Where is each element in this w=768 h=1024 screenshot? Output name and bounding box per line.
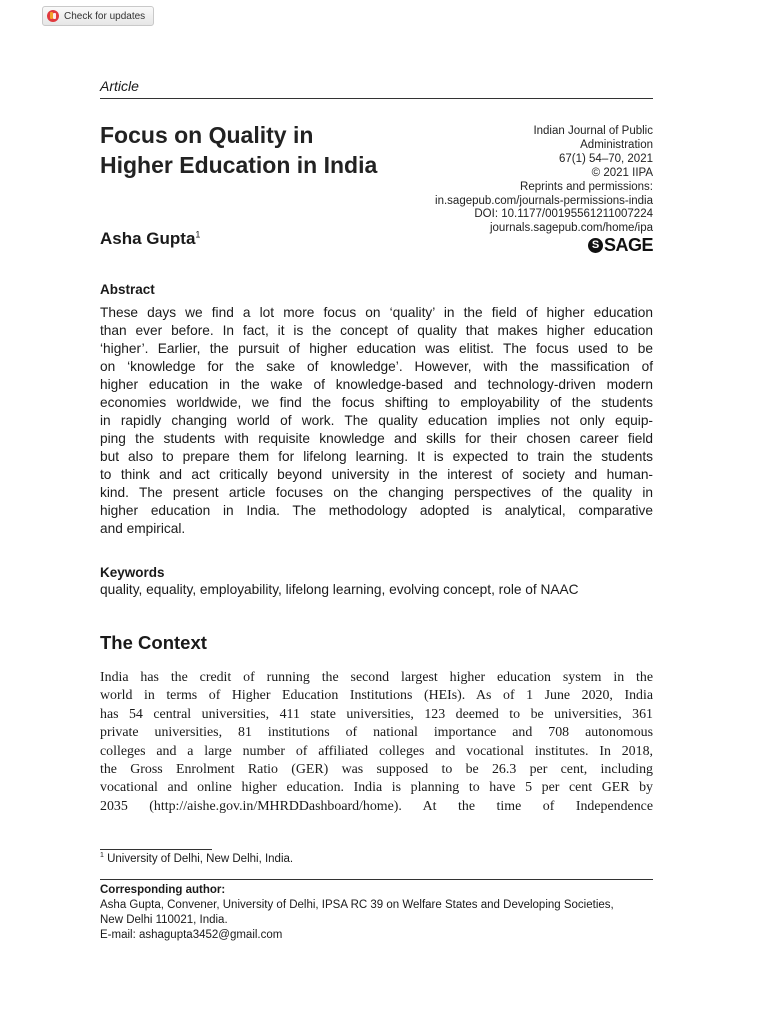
section-label: Article <box>100 78 139 94</box>
doi-link[interactable]: DOI: 10.1177/00195561211007224 <box>474 208 653 221</box>
body-line: vocational and online higher education. India is planning to have 5 per cent GER by <box>100 780 653 796</box>
check-for-updates-label: Check for updates <box>64 10 146 22</box>
abstract-body <box>100 304 653 538</box>
corresponding-address: New Delhi 110021, India. <box>100 913 228 926</box>
sage-logo-icon: S <box>588 238 603 253</box>
abstract-heading: Abstract <box>100 282 155 297</box>
title-line: Focus on Quality in <box>100 122 314 148</box>
bookmark-icon <box>47 10 59 22</box>
reprints-label: Reprints and permissions: <box>520 180 653 193</box>
abstract-line: ‘higher’. Earlier, the pursuit of higher education was elitist. The focus used to be <box>100 341 653 356</box>
abstract-line: but also to prepare them for lifelong learning. It is expected to train the students <box>100 449 653 464</box>
abstract-line: ping the students with requisite knowledge and skills for their chosen career field <box>100 431 653 446</box>
body-line: colleges and a large number of affiliated colleges and vocational institutes. In 2018, <box>100 743 653 759</box>
footnote <box>100 852 293 865</box>
abstract-line: higher education in India. The methodology adopted is analytical, comparative <box>100 503 653 518</box>
corresponding-email[interactable]: E-mail: ashagupta3452@gmail.com <box>100 928 283 941</box>
abstract-line: economies worldwide, we find the focus shifting to employability of the students <box>100 395 653 410</box>
check-for-updates-badge[interactable] <box>42 6 154 26</box>
author-name <box>100 229 200 249</box>
keywords-heading: Keywords <box>100 565 165 580</box>
title-line: Higher Education in India <box>100 152 378 178</box>
corresponding-author <box>100 883 653 943</box>
corresponding-address: Asha Gupta, Convener, University of Delhi, IPSA RC 39 on Welfare States and Developing Societies, <box>100 898 614 911</box>
journal-info <box>435 125 653 236</box>
corresponding-rule <box>100 879 653 880</box>
journal-name-line: Indian Journal of Public <box>533 125 653 137</box>
abstract-line: higher education in the wake of knowledge-based and technology-driven modern <box>100 377 653 392</box>
journal-copyright: © 2021 IIPA <box>591 166 653 179</box>
abstract-line: to think and act critically beyond university in the interest of society and human- <box>100 467 653 482</box>
abstract-line: and empirical. <box>100 521 186 536</box>
footnote-rule <box>100 849 212 850</box>
body-line: world in terms of Higher Education Institutions (HEIs). As of 1 June 2020, India <box>100 688 653 704</box>
abstract-line: These days we find a lot more focus on ‘quality’ in the field of higher education <box>100 305 653 320</box>
footnote-text: University of Delhi, New Delhi, India. <box>107 852 294 865</box>
author-name-text: Asha Gupta <box>100 229 196 248</box>
body-line: has 54 central universities, 411 state universities, 123 deemed to be universities, 361 <box>100 706 653 722</box>
abstract-line: in rapidly changing world of work. The quality education implies not only equip- <box>100 413 653 428</box>
author-affiliation-mark: 1 <box>195 229 201 240</box>
keywords-list: quality, equality, employability, lifelong learning, evolving concept, role of NAAC <box>100 582 579 597</box>
sage-logo <box>588 235 653 256</box>
journal-volume: 67(1) 54–70, 2021 <box>559 152 653 165</box>
body-line: private universities, 81 institutions of national importance and 708 autonomous <box>100 725 653 741</box>
journal-name-line: Administration <box>580 138 653 151</box>
article-title <box>100 120 377 180</box>
body-line: the Gross Enrolment Ratio (GER) was supposed to be 26.3 per cent, including <box>100 762 653 778</box>
corresponding-label: Corresponding author: <box>100 884 226 896</box>
abstract-line: kind. The present article focuses on the changing perspectives of the quality in <box>100 485 653 500</box>
abstract-line: on ‘knowledge for the sake of knowledge’. However, with the massification of <box>100 359 653 374</box>
sage-logo-text: SAGE <box>603 235 653 255</box>
header-rule <box>100 98 653 99</box>
permissions-link[interactable]: in.sagepub.com/journals-permissions-india <box>435 194 653 207</box>
journal-home-link[interactable]: journals.sagepub.com/home/ipa <box>489 222 653 235</box>
section-heading-context: The Context <box>100 632 207 653</box>
body-line: 2035 (http://aishe.gov.in/MHRDDashboard/home). At the time of Independence <box>100 798 653 814</box>
context-body <box>100 669 653 816</box>
abstract-line: than ever before. In fact, it is the concept of quality that makes higher education <box>100 323 653 338</box>
footnote-mark: 1 <box>100 852 104 859</box>
body-line: India has the credit of running the second largest higher education system in the <box>100 670 653 685</box>
